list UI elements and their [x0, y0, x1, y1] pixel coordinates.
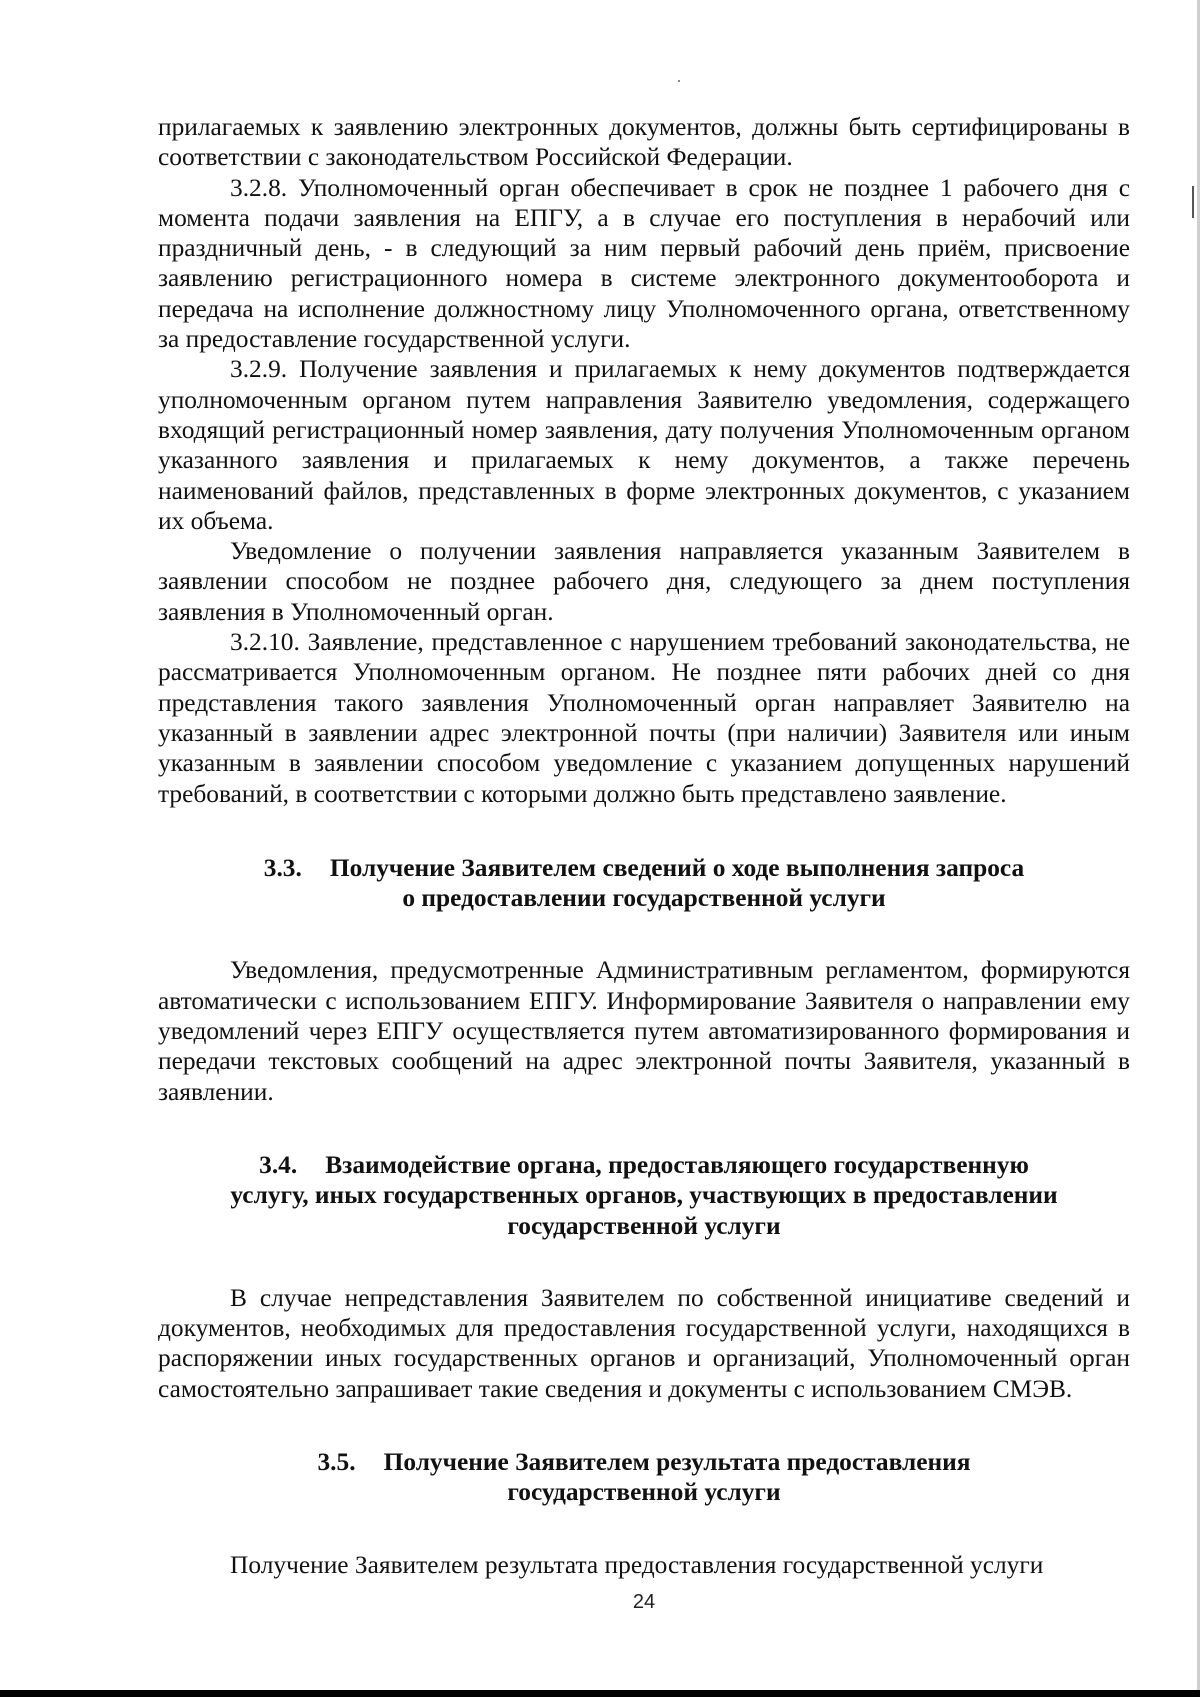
section-3-4-title-line-1 — [158, 1150, 1130, 1180]
document-body — [158, 112, 1130, 1580]
section-3-5-title-line-2: государственной услуги — [507, 1478, 781, 1507]
section-3-3-number: 3.3. — [263, 853, 302, 882]
section-3-5-heading — [158, 1447, 1130, 1508]
section-3-4-title-text: Взаимодействие органа, предоставляющего государственную — [325, 1150, 1029, 1179]
scan-bottom-border — [0, 1690, 1200, 1697]
section-3-5-title-text: Получение Заявителем результата предоставления — [383, 1447, 971, 1476]
paragraph-3-2-9: 3.2.9. Получение заявления и прилагаемых к нему документов подтверждается уполномоченным органом путем направления Заявителю уведомления, содержащего входящий регистрационный номер заявления, дату получения Уполномоченным органом указанного заявления и прилагаемых к нему документов, а также перечень наименований файлов, представленных в форме электронных документов, с указанием их объема. — [158, 355, 1130, 535]
section-3-4-title-line-3: государственной услуги — [507, 1211, 781, 1240]
section-3-3-title-line-2: о предоставлении государственной услуги — [402, 884, 886, 913]
paragraph-3-2-8: 3.2.8. Уполномоченный орган обеспечивает в срок не позднее 1 рабочего дня с момента подачи заявления на ЕПГУ, а в случае его поступления в нерабочий или праздничный день, - в следующий за ним первый рабочий день приём, присвоение заявлению регистрационного номера в системе электронного документооборота и передача на исполнение должностному лицу Уполномоченного органа, ответственному за предоставление государственной услуги. — [158, 173, 1130, 354]
section-3-4-title-line-2: услугу, иных государственных органов, участвующих в предоставлении — [230, 1181, 1058, 1210]
section-3-3-heading — [158, 853, 1130, 914]
section-3-3-title-line-1 — [158, 853, 1130, 883]
scan-edge-mark — [1192, 186, 1194, 218]
paragraph-3-2-10: 3.2.10. Заявление, представленное с нарушением требований законодательства, не рассматривается Уполномоченным органом. Не позднее пяти рабочих дней со дня представления такого заявления Уполномоченный орган направляет Заявителю на указанный в заявлении адрес электронной почты (при наличии) Заявителя или иным указанным в заявлении способом уведомление с указанием допущенных нарушений требований, в соответствии с которыми должно быть представлено заявление. — [158, 628, 1130, 808]
section-3-5-title-line-1 — [158, 1447, 1130, 1477]
paragraph-notification: Уведомление о получении заявления направляется указанным Заявителем в заявлении способом не позднее рабочего дня, следующего за днем поступления заявления в Уполномоченный орган. — [158, 537, 1130, 626]
scan-speck — [678, 80, 680, 82]
section-3-5-paragraph: Получение Заявителем результата предоставления государственной услуги — [230, 1550, 1044, 1579]
section-3-4-heading — [158, 1150, 1130, 1241]
section-3-3-title-text: Получение Заявителем сведений о ходе выполнения запроса — [329, 853, 1025, 882]
section-3-4-number: 3.4. — [259, 1150, 298, 1179]
page-number: 24 — [632, 1591, 656, 1613]
section-3-4-paragraph: В случае непредставления Заявителем по собственной инициативе сведений и документов, необходимых для предоставления государственной услуги, находящихся в распоряжении иных государственных органов и организаций, Уполномоченный орган самостоятельно запрашивает такие сведения и документы с использованием СМЭВ. — [158, 1283, 1130, 1403]
paragraph-continuation: прилагаемых к заявлению электронных документов, должны быть сертифицированы в соответствии с законодательством Российской Федерации. — [158, 113, 1130, 172]
section-3-5-number: 3.5. — [317, 1447, 356, 1476]
section-3-3-paragraph: Уведомления, предусмотренные Административным регламентом, формируются автоматически с использованием ЕПГУ. Информирование Заявителя о направлении ему уведомлений через ЕПГУ осуществляется путем автоматизированного формирования и передачи текстовых сообщений на адрес электронной почты Заявителя, указанный в заявлении. — [158, 956, 1130, 1106]
